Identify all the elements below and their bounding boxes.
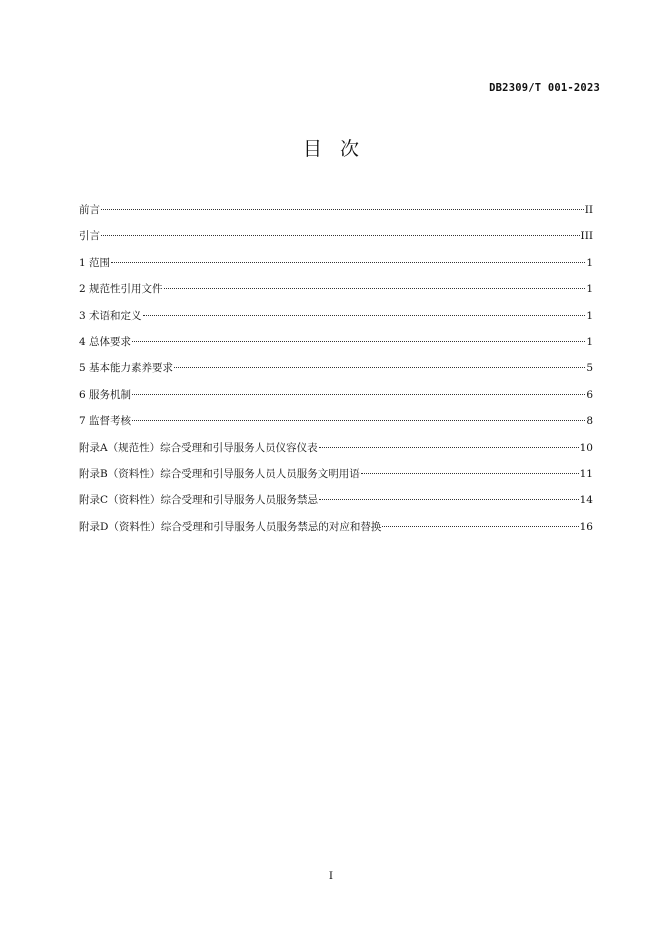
toc-entry-label: 5 基本能力素养要求	[79, 362, 174, 375]
toc-entry-terms-definitions[interactable]	[79, 306, 593, 332]
dot-leader	[132, 419, 585, 421]
toc-entry-page: 1	[586, 283, 593, 296]
dot-leader	[101, 234, 580, 236]
toc-entry-label: 4 总体要求	[79, 335, 132, 348]
toc-entry-page: II	[584, 204, 593, 216]
toc-entry-preface[interactable]	[79, 200, 593, 226]
toc-entry-page: 8	[586, 415, 593, 428]
dot-leader	[143, 314, 586, 316]
dot-leader	[361, 472, 579, 474]
toc-entry-scope[interactable]	[79, 253, 593, 279]
toc-entry-page: 10	[579, 441, 593, 454]
toc-entry-label: 附录D（资料性）综合受理和引导服务人员服务禁忌的对应和替换	[79, 520, 382, 533]
toc-entry-supervision-assessment[interactable]	[79, 411, 593, 437]
dot-leader	[132, 340, 585, 342]
toc-entry-service-mechanism[interactable]	[79, 385, 593, 411]
toc-entry-page: 1	[586, 309, 593, 322]
toc-entry-appendix-c[interactable]	[79, 490, 593, 516]
toc-entry-page: III	[580, 230, 593, 243]
toc-entry-label: 1 范围	[79, 256, 111, 269]
toc-entry-label: 附录B（资料性）综合受理和引导服务人员人员服务文明用语	[79, 467, 360, 480]
toc-entry-page: 5	[586, 362, 593, 375]
document-code: DB2309/T 001-2023	[489, 82, 600, 94]
toc-entry-normative-references[interactable]	[79, 279, 593, 305]
toc-entry-label: 附录A（规范性）综合受理和引导服务人员仪容仪表	[79, 441, 318, 454]
dot-leader	[319, 498, 579, 500]
toc-entry-appendix-b[interactable]	[79, 464, 593, 490]
toc-entry-page: 11	[579, 467, 593, 480]
toc-entry-page: 14	[579, 494, 593, 507]
toc-entry-general-requirements[interactable]	[79, 332, 593, 358]
toc-entry-label: 引言	[79, 230, 100, 243]
toc-entry-label: 3 术语和定义	[79, 309, 142, 322]
toc-entry-page: 6	[586, 388, 593, 401]
toc-entry-basic-competence[interactable]	[79, 358, 593, 384]
toc-entry-introduction[interactable]	[79, 226, 593, 252]
dot-leader	[101, 208, 584, 210]
page-number: I	[328, 870, 334, 882]
dot-leader	[164, 287, 586, 289]
dot-leader	[174, 366, 585, 368]
toc-entry-appendix-d[interactable]	[79, 517, 593, 543]
dot-leader	[382, 525, 578, 527]
toc-entry-page: 1	[586, 335, 593, 348]
toc-entry-label: 前言	[79, 204, 100, 216]
toc-entry-label: 附录C（资料性）综合受理和引导服务人员服务禁忌	[79, 494, 319, 507]
toc-entry-appendix-a[interactable]	[79, 438, 593, 464]
dot-leader	[319, 446, 579, 448]
toc-entry-label: 6 服务机制	[79, 388, 132, 401]
toc-entry-label: 2 规范性引用文件	[79, 283, 163, 296]
toc-entry-label: 7 监督考核	[79, 415, 132, 428]
dot-leader	[132, 393, 585, 395]
table-of-contents	[79, 200, 593, 543]
dot-leader	[111, 261, 585, 263]
toc-title: 目次	[302, 138, 377, 160]
toc-entry-page: 16	[579, 520, 593, 533]
toc-entry-page: 1	[586, 256, 593, 269]
